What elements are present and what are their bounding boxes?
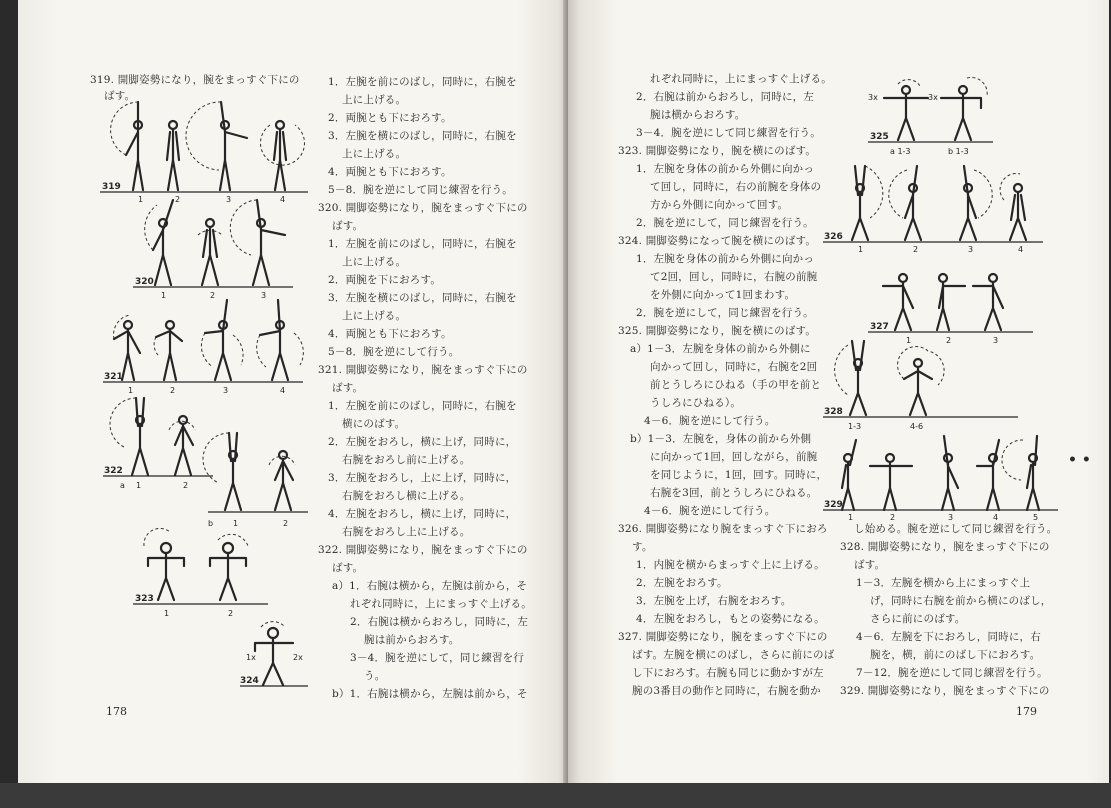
text-line: を同じように，1回，回す。同時に， [650, 469, 828, 481]
figure-step-label: 3 [223, 386, 229, 395]
right-page [568, 0, 1109, 808]
figure-step-label: 5 [1033, 513, 1039, 520]
figure-step-label: 3 [948, 513, 954, 520]
figure-319 [100, 102, 308, 204]
figure-step-label: 1 [164, 609, 170, 618]
text-line: 1－3．左腕を横から上にまっすぐ上 [856, 577, 1031, 589]
text-line: 腕の3番目の動作と同時に，右腕を動か [632, 685, 821, 697]
text-line: ばす。 [332, 382, 364, 394]
text-line: 1．左腕を前にのばし，同時に，右腕を [328, 238, 517, 250]
figure-step-label: 2 [946, 336, 952, 345]
figure-step-label: 1 [906, 336, 912, 345]
figure-step-label: 2 [210, 291, 216, 300]
text-line: 3－4．腕を逆にして同じ練習を行う。 [636, 127, 821, 139]
figure-step-label: 1 [858, 245, 864, 254]
text-line: 右腕を3回，前とうしろにひねる。 [650, 487, 818, 499]
figure-number: 328 [824, 407, 843, 417]
text-line: 1．左腕を前にのばし，同時に，右腕を [328, 400, 517, 412]
text-line: 322. 開脚姿勢になり，腕をまっすぐ下にの [318, 544, 528, 556]
exercise-figures-left [18, 0, 318, 700]
figure-320 [133, 200, 293, 300]
figure-number: 321 [104, 372, 123, 382]
text-line: 4．両腕とも下におろす。 [328, 166, 452, 178]
figure-number: 326 [824, 232, 843, 242]
text-line: 5－8．腕を逆にして行う。 [328, 346, 460, 358]
figure-note-label: 1x [246, 653, 256, 662]
text-line: 319. 開脚姿勢になり，腕をまっすぐ下にの [90, 74, 300, 86]
text-line: a）1．右腕は横から，左腕は前から，そ [332, 580, 528, 592]
text-line: 4．両腕とも下におろす。 [328, 328, 452, 340]
text-line: 右腕をおろし上に上げる。 [342, 526, 471, 538]
text-line: 2．腕を逆にして，同じ練習を行う。 [636, 307, 814, 319]
text-line: し始める。腕を逆にして同じ練習を行う。 [854, 523, 1058, 535]
figure-step-label: 3 [968, 245, 974, 254]
text-line: 前とうしろにひねる（手の甲を前と [650, 379, 822, 391]
text-line: 上に上げる。 [342, 148, 407, 160]
text-line: し下におろす。右腕も同じに動かすが左 [632, 667, 824, 679]
figure-number: 324 [240, 676, 259, 686]
text-line: b）1．右腕は横から，左腕は前から，そ [332, 688, 528, 700]
figure-step-label: 2 [228, 609, 234, 618]
text-line: げ，同時に右腕を前から横にのばし， [870, 595, 1052, 607]
ink-spots: • • [1068, 452, 1091, 468]
figure-step-label: 3 [226, 195, 232, 204]
text-line: 3．左腕を横にのばし，同時に，右腕を [328, 130, 517, 142]
text-line: 上に上げる。 [342, 94, 407, 106]
figure-321 [103, 300, 303, 395]
figure-327 [868, 274, 1033, 345]
figure-number: 325 [870, 132, 889, 142]
text-line: 方から外側に向かって回す。 [650, 199, 789, 211]
text-line: 3．左腕をおろし，上に上げ，同時に， [328, 472, 517, 484]
figure-step-label: 4 [993, 513, 999, 520]
figure-variant-label: b [208, 519, 214, 528]
text-line: 2．左腕をおろし，横に上げ，同時に， [328, 436, 517, 448]
figure-step-label: 4 [1018, 245, 1024, 254]
text-line: 325. 開脚姿勢になり，腕を横にのばす。 [618, 325, 817, 337]
figure-326 [823, 166, 1043, 254]
text-line: 3－4．腕を逆にして，同じ練習を行 [350, 652, 525, 664]
text-line: a）1－3．左腕を身体の前から外側に [630, 343, 811, 355]
figure-step-label: 2 [183, 481, 189, 490]
figure-number: 322 [104, 466, 123, 476]
text-line: 320. 開脚姿勢になり，腕をまっすぐ下にの [318, 202, 528, 214]
left-page [18, 0, 568, 808]
text-line: 3．左腕を上げ，右腕をおろす。 [636, 595, 792, 607]
text-line: す。 [632, 541, 653, 553]
figure-number: 319 [102, 182, 121, 192]
text-line: 323. 開脚姿勢になり，腕を横にのばす。 [618, 145, 817, 157]
text-line: 右腕をおろし横に上げる。 [342, 490, 471, 502]
figure-step-label: 1 [128, 386, 134, 395]
text-line: て2回，回し，同時に，右腕の前腕 [650, 271, 818, 283]
text-line: 1．左腕を身体の前から外側に向かっ [636, 253, 815, 265]
text-line: 上に上げる。 [342, 256, 407, 268]
text-line: 3．左腕を横にのばし，同時に，右腕を [328, 292, 517, 304]
text-line: 1．内腕を横からまっすぐ上に上げる。 [636, 559, 825, 571]
text-line: 324. 開脚姿勢になって腕を横にのばす。 [618, 235, 817, 247]
text-line: れぞれ同時に，上にまっすぐ上げる。 [650, 73, 832, 85]
figure-step-label: 1-3 [848, 422, 862, 431]
text-line: 腕は横からおろす。 [650, 109, 746, 121]
text-line: ばす。左腕を横にのばし，さらに前にのば [632, 649, 835, 661]
figure-323 [133, 528, 268, 618]
text-line: 321. 開脚姿勢になり，腕をまっすぐ下にの [318, 364, 528, 376]
figure-step-label: 1 [233, 519, 239, 528]
scan-background [0, 783, 1111, 808]
figure-note-label: 3x [928, 93, 938, 102]
figure-number: 323 [135, 594, 154, 604]
text-line: さらに前にのばす。 [870, 613, 966, 625]
text-line: 327. 開脚姿勢になり，腕をまっすぐ下にの [618, 631, 828, 643]
figure-number: 329 [824, 500, 843, 510]
figure-322 [103, 398, 308, 528]
text-line: 横にのばす。 [342, 418, 406, 430]
text-line: 腕は前からおろす。 [364, 634, 460, 646]
text-line: 2．左腕をおろす。 [636, 577, 728, 589]
figure-325 [868, 77, 993, 156]
text-line: うしろにひねる）。 [650, 397, 742, 409]
text-line: 1．左腕を前にのばし，同時に，右腕を [328, 76, 517, 88]
figure-329 [823, 436, 1058, 520]
page-number: 179 [1016, 705, 1037, 718]
figure-step-label: 1 [136, 481, 142, 490]
figure-step-label: 1 [161, 291, 167, 300]
text-line: ばす。 [854, 559, 886, 571]
text-line: を外側に向かって1回まわす。 [650, 289, 796, 301]
text-line: う。 [364, 670, 386, 682]
text-line: 328. 開脚姿勢になり，腕をまっすぐ下にの [840, 541, 1050, 553]
figure-step-label: 2 [283, 519, 289, 528]
figure-step-label: 3 [993, 336, 999, 345]
figure-note-label: 3x [868, 93, 878, 102]
figure-variant-label: a [120, 481, 125, 490]
text-line: 向かって回し，同時に，右腕を2回 [650, 361, 818, 373]
text-line: 2．両腕を下におろす。 [328, 274, 442, 286]
text-line: 2．右腕は前からおろし，同時に，左 [636, 91, 815, 103]
figure-variant-label: b 1-3 [948, 147, 969, 156]
text-line: 7－12．腕を逆にして同じ練習を行う。 [856, 667, 1048, 679]
figure-number: 320 [135, 277, 154, 287]
figure-step-label: 2 [175, 195, 181, 204]
page-number: 178 [106, 705, 127, 718]
text-line: 4－6．左腕を下におろし，同時に，右 [856, 631, 1041, 643]
figure-324 [240, 622, 308, 686]
text-line: 2．両腕とも下におろす。 [328, 112, 452, 124]
text-line: 腕を，横，前にのばし下におろす。 [870, 649, 1041, 661]
figure-number: 327 [870, 322, 889, 332]
text-line: 2．右腕は横からおろし，同時に，左 [350, 616, 529, 628]
figure-note-label: 2x [293, 653, 303, 662]
text-line: 4．左腕をおろし，横に上げ，同時に， [328, 508, 517, 520]
text-line: ばす。 [104, 90, 136, 102]
figure-step-label: 2 [890, 513, 896, 520]
figure-step-label: 4 [280, 386, 286, 395]
text-line: 329. 開脚姿勢になり，腕をまっすぐ下にの [840, 685, 1050, 697]
text-line: 1．左腕を身体の前から外側に向かっ [636, 163, 815, 175]
figure-step-label: 2 [913, 245, 919, 254]
text-line: れぞれ同時に，上にまっすぐ上げる。 [350, 598, 532, 610]
figure-step-label: 1 [138, 195, 144, 204]
text-line: 右腕をおろし前に上げる。 [342, 454, 471, 466]
figure-step-label: 2 [170, 386, 176, 395]
text-line: ばす。 [332, 562, 364, 574]
figure-step-label: 1 [848, 513, 854, 520]
text-line: に向かって1回，回しながら，前腕 [650, 451, 818, 463]
figure-step-label: 4 [280, 195, 286, 204]
figure-step-label: 4-6 [910, 422, 924, 431]
figure-variant-label: a 1-3 [890, 147, 911, 156]
text-line: 2．腕を逆にして，同じ練習を行う。 [636, 217, 814, 229]
text-line: ばす。 [332, 220, 364, 232]
text-line: て回し，同時に，右の前腕を身体の [650, 181, 822, 193]
text-line: 4．左腕をおろし，もとの姿勢になる。 [636, 613, 825, 625]
text-line: 5－8．腕を逆にして同じ練習を行う。 [328, 184, 513, 196]
exercise-figures-right [818, 60, 1103, 520]
figure-step-label: 3 [261, 291, 267, 300]
text-line: 上に上げる。 [342, 310, 407, 322]
text-line: 4－6．腕を逆にして行う。 [644, 415, 776, 427]
text-line: 326. 開脚姿勢になり腕をまっすぐ下におろ [618, 523, 828, 535]
figure-328 [823, 341, 1018, 431]
text-line: b）1－3．左腕を，身体の前から外側 [630, 433, 812, 445]
text-line: 4－6．腕を逆にして行う。 [644, 505, 776, 517]
